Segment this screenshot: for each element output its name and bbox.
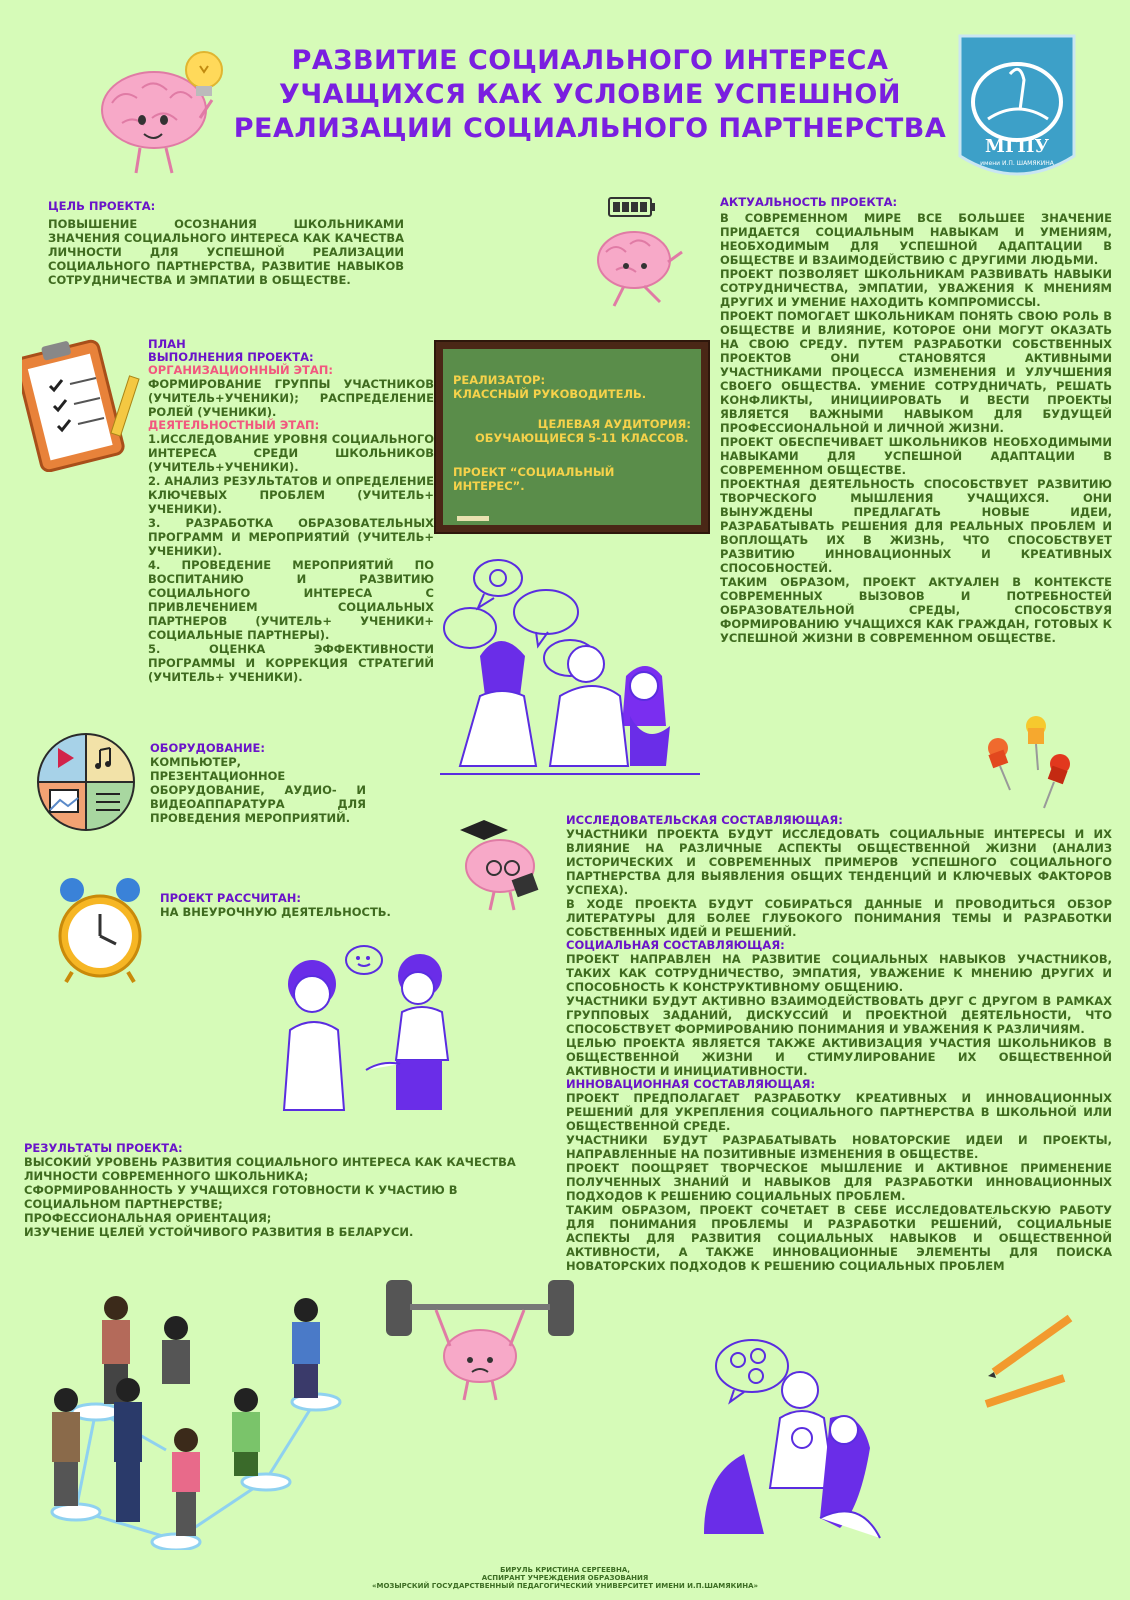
title-line-2: УЧАЩИХСЯ КАК УСЛОВИЕ УСПЕШНОЙ xyxy=(279,79,901,110)
board-line-4: ОБУЧАЮЩИЕСЯ 5-11 КЛАССОВ. xyxy=(475,431,689,445)
plan-item: 4. ПРОВЕДЕНИЕ МЕРОПРИЯТИЙ ПО ВОСПИТАНИЮ И РАЗВИТИЮ СОЦИАЛЬНОГО ИНТЕРЕСА С ПРИВЛЕЧЕНИЕМ СОЦИАЛЬНЫХ ПАРТНЕРОВ (УЧИТЕЛЬ+ УЧЕНИКИ+ СОЦИАЛЬНЫЕ ПАРТНЕРЫ). xyxy=(148,558,434,642)
equipment-section xyxy=(150,742,366,825)
plan-items xyxy=(148,432,434,684)
result-item: ВЫСОКИЙ УРОВЕНЬ РАЗВИТИЯ СОЦИАЛЬНОГО ИНТЕРЕСА КАК КАЧЕСТВА ЛИЧНОСТИ СОВРЕМЕННОГО ШКОЛЬНИКА; xyxy=(24,1155,516,1183)
stage2-title: ДЕЯТЕЛЬНОСТНЫЙ ЭТАП: xyxy=(148,418,320,432)
stage1-text: ФОРМИРОВАНИЕ ГРУППЫ УЧАСТНИКОВ (УЧИТЕЛЬ+УЧЕНИКИ); РАСПРЕДЕЛЕНИЕ РОЛЕЙ (УЧЕНИКИ). xyxy=(148,377,434,419)
relevance-paragraph: ТАКИМ ОБРАЗОМ, ПРОЕКТ АКТУАЛЕН В КОНТЕКСТЕ СОВРЕМЕННЫХ ВЫЗОВОВ И ПОТРЕБНОСТЕЙ ОБРАЗОВАТЕЛЬНОЙ СРЕДЫ, СПОСОБСТВУЯ ФОРМИРОВАНИЮ УЧАЩИХСЯ КАК ГРАЖДАН, ГОТОВЫХ К УСПЕШНОЙ ЖИЗНИ В СОВРЕМЕННОМ ОБЩЕСТВЕ. xyxy=(720,575,1112,645)
board-line-2: КЛАССНЫЙ РУКОВОДИТЕЛЬ. xyxy=(453,387,647,401)
board-line-3: ЦЕЛЕВАЯ АУДИТОРИЯ: xyxy=(537,417,691,431)
duration-section xyxy=(160,892,420,919)
board-line-5: ПРОЕКТ “СОЦИАЛЬНЫЙ xyxy=(453,465,615,479)
plan-heading-2: ВЫПОЛНЕНИЯ ПРОЕКТА: xyxy=(148,350,314,364)
title-line-3: РЕАЛИЗАЦИИ СОЦИАЛЬНОГО ПАРТНЕРСТВА xyxy=(233,113,947,144)
social-paragraph: ПРОЕКТ НАПРАВЛЕН НА РАЗВИТИЕ СОЦИАЛЬНЫХ НАВЫКОВ УЧАСТНИКОВ, ТАКИХ КАК СОТРУДНИЧЕСТВО, ЭМПАТИЯ, УВАЖЕНИЕ К МНЕНИЮ ДРУГИХ И СПОСОБНОСТЬ К КОНСТРУКТИВНОМУ ОБЩЕНИЮ. xyxy=(566,952,1112,994)
battery-icon xyxy=(608,196,658,220)
plan-heading: ПЛАН xyxy=(148,337,186,351)
result-item: ИЗУЧЕНИЕ ЦЕЛЕЙ УСТОЙЧИВОГО РАЗВИТИЯ В БЕЛАРУСИ. xyxy=(24,1225,414,1239)
board-line-1: РЕАЛИЗАТОР: xyxy=(453,373,546,387)
pushpins-icon xyxy=(980,714,1080,824)
relevance-paragraph: ПРОЕКТНАЯ ДЕЯТЕЛЬНОСТЬ СПОСОБСТВУЕТ РАЗВИТИЮ ТВОРЧЕСКОГО МЫШЛЕНИЯ УЧАЩИХСЯ. ОНИ ВЫНУЖДЕНЫ ПРЕДЛАГАТЬ НОВЫЕ ИДЕИ, РАЗРАБАТЫВАТЬ РЕШЕНИЯ ДЛЯ РЕАЛЬНЫХ ПРОБЛЕМ И ВОПЛОЩАТЬ ИХ В ЖИЗНЬ, ЧТО СПОСОБСТВУЕТ РАЗВИТИЮ ИННОВАЦИОННЫХ И КРЕАТИВНЫХ СПОСОБНОСТЕЙ. xyxy=(720,477,1112,575)
research-heading: ИССЛЕДОВАТЕЛЬСКАЯ СОСТАВЛЯЮЩАЯ: xyxy=(566,813,843,827)
social-network-people-illustration xyxy=(36,1290,356,1550)
logo-subtext: имени И.П. ШАМЯКИНА xyxy=(980,160,1054,167)
alarm-clock-icon xyxy=(50,872,150,984)
relevance-body xyxy=(720,211,1112,645)
two-people-talking-illustration xyxy=(270,940,460,1130)
research-body xyxy=(566,827,1112,939)
plan-section xyxy=(148,338,434,684)
research-paragraph: В ХОДЕ ПРОЕКТА БУДУТ СОБИРАТЬСЯ ДАННЫЕ И ПРОВОДИТЬСЯ ОБЗОР ЛИТЕРАТУРЫ ДЛЯ БОЛЕЕ ГЛУБОКОГО ПОНИМАНИЯ ТЕМЫ И РАЗРАБОТКИ СОБСТВЕННЫХ ИДЕЙ И РЕШЕНИЙ. xyxy=(566,897,1112,939)
footer-position: АСПИРАНТ УЧРЕЖДЕНИЯ ОБРАЗОВАНИЯ xyxy=(481,1574,649,1582)
pencils-icon xyxy=(980,1312,1080,1412)
innovation-paragraph: ПРОЕКТ ПРЕДПОЛАГАЕТ РАЗРАБОТКУ КРЕАТИВНЫХ И ИННОВАЦИОННЫХ РЕШЕНИЙ ДЛЯ УКРЕПЛЕНИЯ СОЦИАЛЬНОГО ПАРТНЕРСТВА В ШКОЛЬНОЙ ИЛИ ОБЩЕСТВЕННОЙ СРЕДЕ. xyxy=(566,1091,1112,1133)
results-heading: РЕЗУЛЬТАТЫ ПРОЕКТА: xyxy=(24,1141,183,1155)
innovation-body xyxy=(566,1091,1112,1273)
innovation-paragraph: УЧАСТНИКИ БУДУТ РАЗРАБАТЫВАТЬ НОВАТОРСКИЕ ИДЕИ И ПРОЕКТЫ, НАПРАВЛЕННЫЕ НА ПОЗИТИВНЫЕ ИЗМЕНЕНИЯ В ОБЩЕСТВЕ. xyxy=(566,1133,1112,1161)
brain-graduate-illustration xyxy=(456,818,552,914)
result-item: ПРОФЕССИОНАЛЬНАЯ ОРИЕНТАЦИЯ; xyxy=(24,1211,272,1225)
relevance-paragraph: ПРОЕКТ ПОЗВОЛЯЕТ ШКОЛЬНИКАМ РАЗВИВАТЬ НАВЫКИ СОТРУДНИЧЕСТВА, ЭМПАТИИ, УВАЖЕНИЯ К МНЕНИЯМ ДРУГИХ И УМЕНИЕ НАХОДИТЬ КОМПРОМИССЫ. xyxy=(720,267,1112,309)
brain-barbell-illustration xyxy=(380,1276,580,1406)
plan-item: 1.ИССЛЕДОВАНИЕ УРОВНЯ СОЦИАЛЬНОГО ИНТЕРЕСА СРЕДИ ШКОЛЬНИКОВ (УЧИТЕЛЬ+УЧЕНИКИ). xyxy=(148,432,434,474)
social-body xyxy=(566,952,1112,1078)
footer-university: «МОЗЫРСКИЙ ГОСУДАРСТВЕННЫЙ ПЕДАГОГИЧЕСКИЙ УНИВЕРСИТЕТ ИМЕНИ И.П.ШАМЯКИНА» xyxy=(371,1582,759,1590)
people-conversation-illustration xyxy=(700,1338,900,1548)
innovation-paragraph: ТАКИМ ОБРАЗОМ, ПРОЕКТ СОЧЕТАЕТ В СЕБЕ ИССЛЕДОВАТЕЛЬСКУЮ РАБОТУ ДЛЯ ПОНИМАНИЯ ПРОБЛЕМЫ И РАЗРАБОТКИ РЕШЕНИЙ, СОЦИАЛЬНЫЕ АСПЕКТЫ ДЛЯ РАЗВИТИЯ СОЦИАЛЬНЫХ НАВЫКОВ И ОБЩЕСТВЕННОЙ АКТИВНОСТИ, А ТАКЖЕ ИННОВАЦИОННЫЕ ЭЛЕМЕНТЫ ДЛЯ ПОИСКА НОВАТОРСКИХ ПОДХОДОВ К РЕШЕНИЮ СОЦИАЛЬНЫХ ПРОБЛЕМ xyxy=(566,1203,1112,1273)
research-paragraph: УЧАСТНИКИ ПРОЕКТА БУДУТ ИССЛЕДОВАТЬ СОЦИАЛЬНЫЕ ИНТЕРЕСЫ И ИХ ВЛИЯНИЕ НА РАЗЛИЧНЫЕ АСПЕКТЫ ОБЩЕСТВЕННОЙ ЖИЗНИ (АНАЛИЗ ИСТОРИЧЕСКИХ И СОВРЕМЕННЫХ ПРИМЕРОВ УСПЕШНОГО СОЦИАЛЬНОГО ПАРТНЕРСТВА ДЛЯ ВЫЯВЛЕНИЯ ОБЩИХ ТЕНДЕНЦИЙ И КЛЮЧЕВЫХ ФАКТОРОВ УСПЕХА). xyxy=(566,827,1112,897)
chalk xyxy=(457,516,489,521)
media-player-icon xyxy=(36,732,136,832)
clipboard-checklist-icon xyxy=(22,336,140,472)
relevance-section xyxy=(720,196,1112,645)
innovation-heading: ИННОВАЦИОННАЯ СОСТАВЛЯЮЩАЯ: xyxy=(566,1077,816,1091)
equipment-heading: ОБОРУДОВАНИЕ: xyxy=(150,741,265,755)
board-line-6: ИНТЕРЕС”. xyxy=(453,479,525,493)
relevance-heading: АКТУАЛЬНОСТЬ ПРОЕКТА: xyxy=(720,195,898,209)
innovation-paragraph: ПРОЕКТ ПООЩРЯЕТ ТВОРЧЕСКОЕ МЫШЛЕНИЕ И АКТИВНОЕ ПРИМЕНЕНИЕ ПОЛУЧЕННЫХ ЗНАНИЙ И НАВЫКОВ ДЛЯ РАЗРАБОТКИ ИННОВАЦИОННЫХ ПОДХОДОВ К РЕШЕНИЮ СОЦИАЛЬНЫХ ПРОБЛЕМ. xyxy=(566,1161,1112,1203)
goal-text: ПОВЫШЕНИЕ ОСОЗНАНИЯ ШКОЛЬНИКАМИ ЗНАЧЕНИЯ СОЦИАЛЬНОГО ИНТЕРЕСА КАК КАЧЕСТВА ЛИЧНОСТИ ДЛЯ УСПЕШНОЙ РЕАЛИЗАЦИИ СОЦИАЛЬНОГО ПАРТНЕРСТВА, РАЗВИТИЕ НАВЫКОВ СОТРУДНИЧЕСТВА И ЭМПАТИИ В ОБЩЕСТВЕ. xyxy=(48,217,404,287)
logo-text: МГПУ xyxy=(985,136,1049,157)
plan-item: 5. ОЦЕНКА ЭФФЕКТИВНОСТИ ПРОГРАММЫ И КОРРЕКЦИЯ СТРАТЕГИЙ (УЧИТЕЛЬ+ УЧЕНИКИ). xyxy=(148,642,434,684)
brain-lightbulb-illustration xyxy=(92,48,242,178)
relevance-paragraph: ПРОЕКТ ПОМОГАЕТ ШКОЛЬНИКАМ ПОНЯТЬ СВОЮ РОЛЬ В ОБЩЕСТВЕ И ВЛИЯНИЕ, КОТОРОЕ ОНИ МОГУТ ОКАЗАТЬ НА СВОЮ СРЕДУ. ПУТЕМ РАЗРАБОТКИ СОБСТВЕННЫХ ПРОЕКТОВ ОНИ СТАНОВЯТСЯ АКТИВНЫМИ УЧАСТНИКАМИ ПРОЦЕССА ИЗМЕНЕНИЯ И УЛУЧШЕНИЯ СВОЕГО ОБЩЕСТВА. УМЕНИЕ СОТРУДНИЧАТЬ, РЕШАТЬ КОНФЛИКТЫ, ИНИЦИИРОВАТЬ И ВЕСТИ ПРОЕКТЫ ЯВЛЯЕТСЯ ВАЖНЫМИ НАВЫКОМ ДЛЯ БУДУЩЕЙ ПРОФЕССИОНАЛЬНОЙ И ЛИЧНОЙ ЖИЗНИ. xyxy=(720,309,1112,435)
duration-heading: ПРОЕКТ РАССЧИТАН: xyxy=(160,891,302,905)
plan-item: 2. АНАЛИЗ РЕЗУЛЬТАТОВ И ОПРЕДЕЛЕНИЕ КЛЮЧЕВЫХ ПРОБЛЕМ (УЧИТЕЛЬ+ УЧЕНИКИ). xyxy=(148,474,434,516)
goal-section xyxy=(48,200,404,287)
title-line-1: РАЗВИТИЕ СОЦИАЛЬНОГО ИНТЕРЕСА xyxy=(291,45,889,76)
duration-text: НА ВНЕУРОЧНУЮ ДЕЯТЕЛЬНОСТЬ. xyxy=(160,905,391,919)
relevance-paragraph: В СОВРЕМЕННОМ МИРЕ ВСЕ БОЛЬШЕЕ ЗНАЧЕНИЕ ПРИДАЕТСЯ СОЦИАЛЬНЫМ НАВЫКАМ И УМЕНИЯМ, НЕОБХОДИМЫМ ДЛЯ УСПЕШНОЙ АДАПТАЦИИ В ОБЩЕСТВЕ И ВЗАИМОДЕЙСТВИЮ С ДРУГИМИ ЛЮДЬМИ. xyxy=(720,211,1112,267)
results-section xyxy=(24,1142,534,1239)
university-logo xyxy=(958,34,1076,188)
plan-item: 3. РАЗРАБОТКА ОБРАЗОВАТЕЛЬНЫХ ПРОГРАММ И МЕРОПРИЯТИЙ (УЧИТЕЛЬ+ УЧЕНИКИ). xyxy=(148,516,434,558)
group-discussion-illustration xyxy=(440,556,710,796)
page-title xyxy=(220,44,960,146)
goal-heading: ЦЕЛЬ ПРОЕКТА: xyxy=(48,199,156,213)
social-heading: СОЦИАЛЬНАЯ СОСТАВЛЯЮЩАЯ: xyxy=(566,938,785,952)
result-item: СФОРМИРОВАННОСТЬ У УЧАЩИХСЯ ГОТОВНОСТИ К УЧАСТИЮ В СОЦИАЛЬНОМ ПАРТНЕРСТВЕ; xyxy=(24,1183,458,1211)
results-body xyxy=(24,1155,534,1239)
chalkboard xyxy=(436,342,708,532)
walking-brain-illustration xyxy=(590,222,686,312)
footer xyxy=(300,1566,830,1590)
footer-author: БИРУЛЬ КРИСТИНА СЕРГЕЕВНА, xyxy=(500,1566,630,1574)
social-paragraph: ЦЕЛЬЮ ПРОЕКТА ЯВЛЯЕТСЯ ТАКЖЕ АКТИВИЗАЦИЯ УЧАСТИЯ ШКОЛЬНИКОВ В ОБЩЕСТВЕННОЙ ЖИЗНИ И СТИМУЛИРОВАНИЕ ИХ ОБЩЕСТВЕННОЙ АКТИВНОСТИ И ИНИЦИАТИВНОСТИ. xyxy=(566,1036,1112,1078)
stage1-title: ОРГАНИЗАЦИОННЫЙ ЭТАП: xyxy=(148,363,334,377)
components-section xyxy=(566,814,1112,1273)
relevance-paragraph: ПРОЕКТ ОБЕСПЕЧИВАЕТ ШКОЛЬНИКОВ НЕОБХОДИМЫМИ НАВЫКАМИ ДЛЯ УСПЕШНОЙ АДАПТАЦИИ В СОВРЕМЕННОМ ОБЩЕСТВЕ. xyxy=(720,435,1112,477)
equipment-text: КОМПЬЮТЕР, ПРЕЗЕНТАЦИОННОЕ ОБОРУДОВАНИЕ, АУДИО- И ВИДЕОАППАРАТУРА ДЛЯ ПРОВЕДЕНИЯ МЕРОПРИЯТИЙ. xyxy=(150,755,366,825)
social-paragraph: УЧАСТНИКИ БУДУТ АКТИВНО ВЗАИМОДЕЙСТВОВАТЬ ДРУГ С ДРУГОМ В РАМКАХ ГРУППОВЫХ ЗАДАНИЙ, ДИСКУССИЙ И ПРОЕКТНОЙ ДЕЯТЕЛЬНОСТИ, ЧТО СПОСОБСТВУЕТ ФОРМИРОВАНИЮ ПОНИМАНИЯ И УВАЖЕНИЯ К РАЗЛИЧИЯМ. xyxy=(566,994,1112,1036)
